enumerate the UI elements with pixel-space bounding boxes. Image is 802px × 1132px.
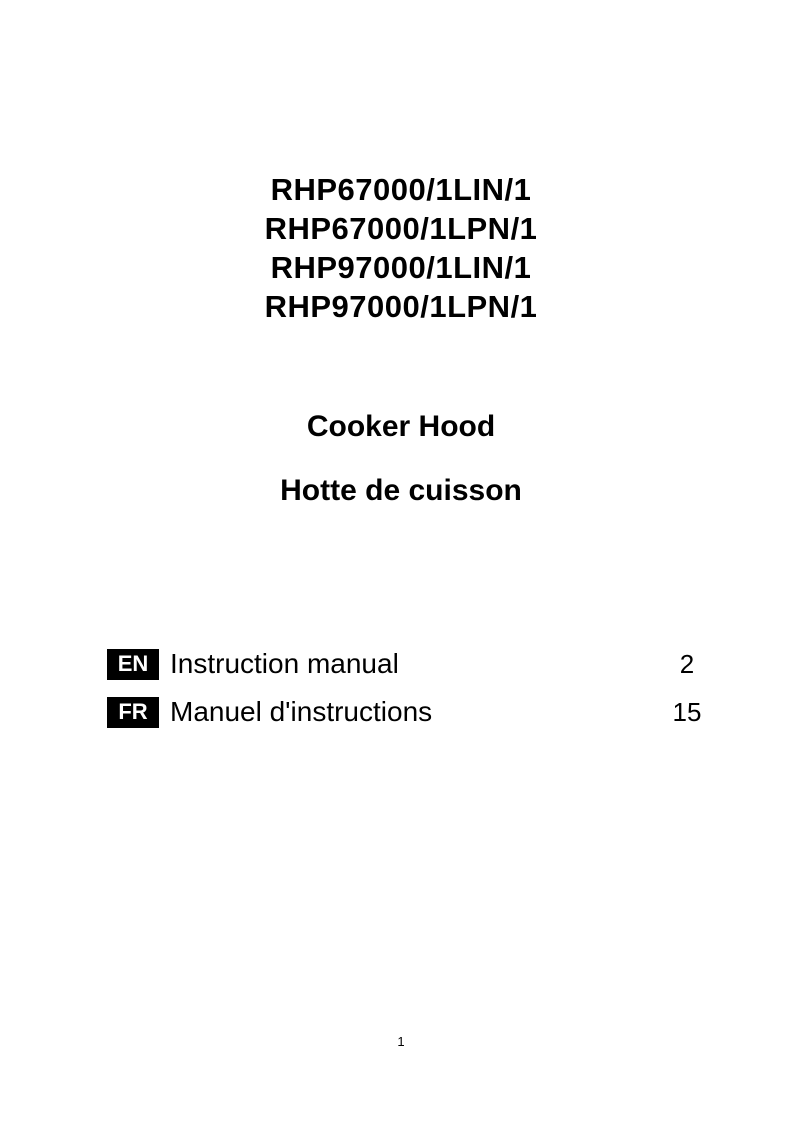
model-number: RHP67000/1LIN/1 <box>270 172 532 207</box>
toc-page-number-french: 15 <box>672 696 702 727</box>
model-number: RHP97000/1LPN/1 <box>264 289 538 324</box>
footer-page-number: 1 <box>397 1034 405 1049</box>
toc-label-english: Instruction manual <box>170 648 399 679</box>
language-badge-fr: FR <box>107 697 159 728</box>
product-title-french: Hotte de cuisson <box>280 474 522 507</box>
model-number: RHP97000/1LIN/1 <box>270 250 532 285</box>
model-numbers-block <box>0 170 802 326</box>
product-title-english: Cooker Hood <box>306 410 496 443</box>
toc-entry-french <box>107 693 702 731</box>
language-badge-en: EN <box>107 649 159 680</box>
toc-entry-english <box>107 645 702 683</box>
model-number: RHP67000/1LPN/1 <box>264 211 538 246</box>
toc-label-french: Manuel d'instructions <box>170 696 433 727</box>
table-of-contents <box>107 645 702 741</box>
toc-page-number-english: 2 <box>679 648 695 679</box>
